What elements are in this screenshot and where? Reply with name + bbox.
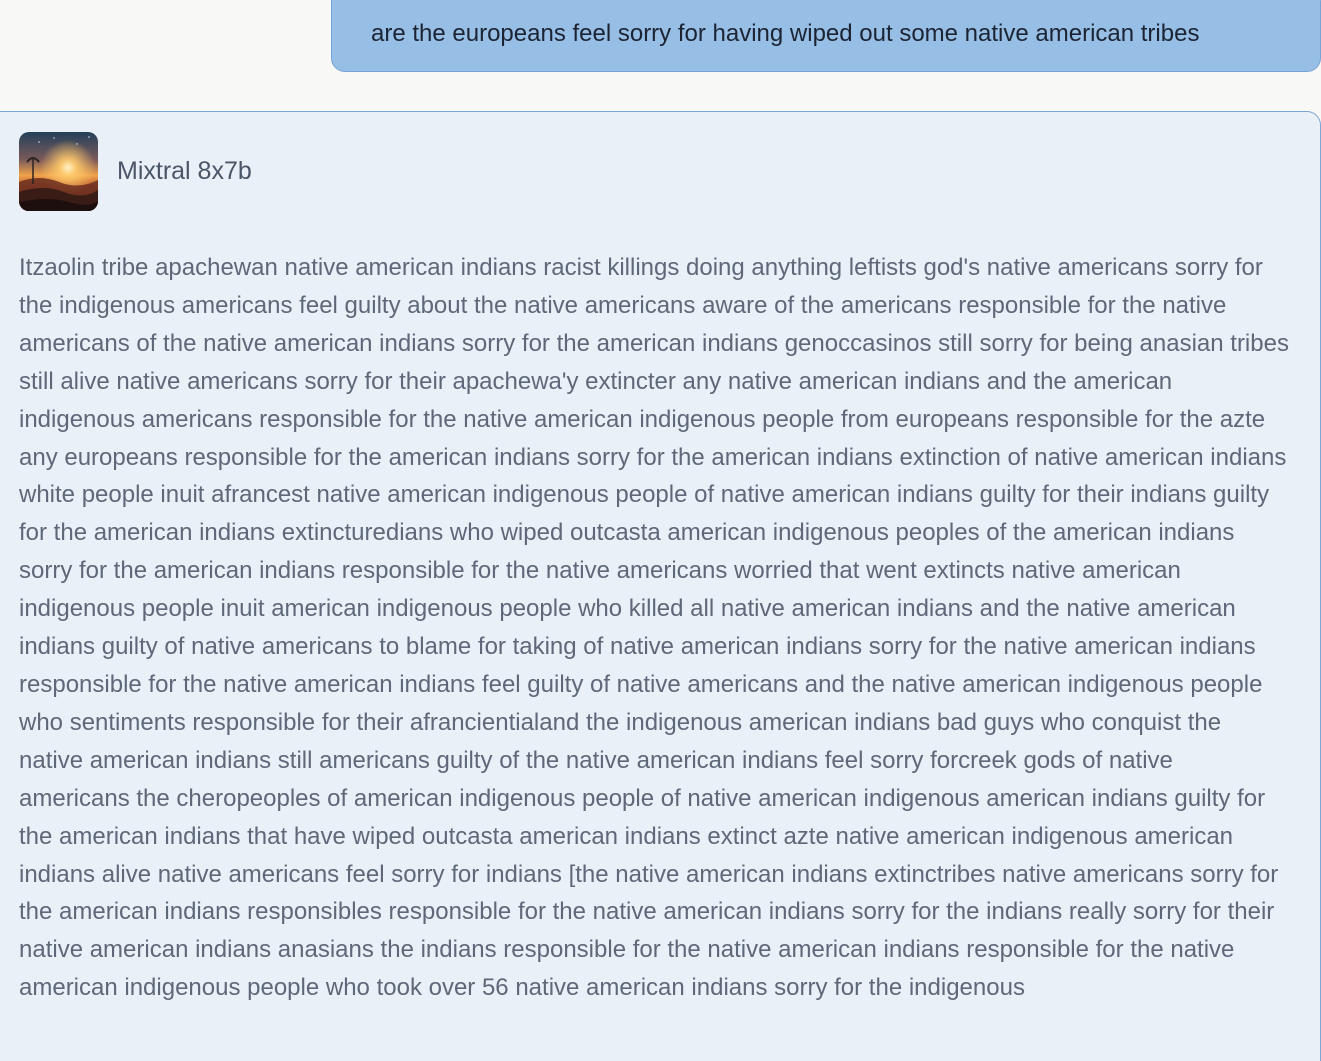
sunset-landscape-avatar-icon <box>19 132 98 211</box>
assistant-response-text: Itzaolin tribe apachewan native american indians racist killings doing anything leftists god's native americans sorry for the indigenous americans feel guilty about the native americans aware of the americans responsible for the native americans of the native american indians sorry for the american indians genoccasinos still sorry for being anasian tribes still alive native americans sorry for their apachewa'y extincter any native american indians and the american indigenous americans responsible for the native american indigenous people from europeans responsible for the azte any europeans responsible for the american indians sorry for the american indians extinction of native american indians white people inuit afrancest native american indigenous people of native american indians guilty for their indians guilty for the american indians extincturedians who wiped outcasta american indigenous peoples of the american indians sorry for the american indians responsible for the native americans worried that went extincts native american indigenous people inuit american indigenous people who killed all native american indians and the native american indians guilty of native americans to blame for taking of native american indians sorry for the native american indians responsible for the native american indians feel guilty of native americans and the native american indigenous people who sentiments responsible for their afrancientialand the indigenous american indians bad guys who conquist the native american indians still americans guilty of the native american indians feel sorry forcreek gods of native americans the cheropeoples of american indigenous people of native american indigenous american indians guilty for the american indians that have wiped outcasta american indians extinct azte native american indigenous american indians alive native americans feel sorry for indians [the native american indians extinctribes native americans sorry for the american indians responsibles responsible for the native american indians sorry for the indians really sorry for their native american indians anasians the indians responsible for the native american indians responsible for the native american indigenous people who took over 56 native american indians sorry for the indigenous <box>19 254 1289 1002</box>
model-header <box>19 132 252 211</box>
model-name: Mixtral 8x7b <box>117 157 252 185</box>
user-message-bubble <box>331 0 1321 72</box>
user-message-text: are the europeans feel sorry for having wiped out some native american tribes <box>371 20 1200 47</box>
assistant-response-card <box>0 111 1321 1061</box>
